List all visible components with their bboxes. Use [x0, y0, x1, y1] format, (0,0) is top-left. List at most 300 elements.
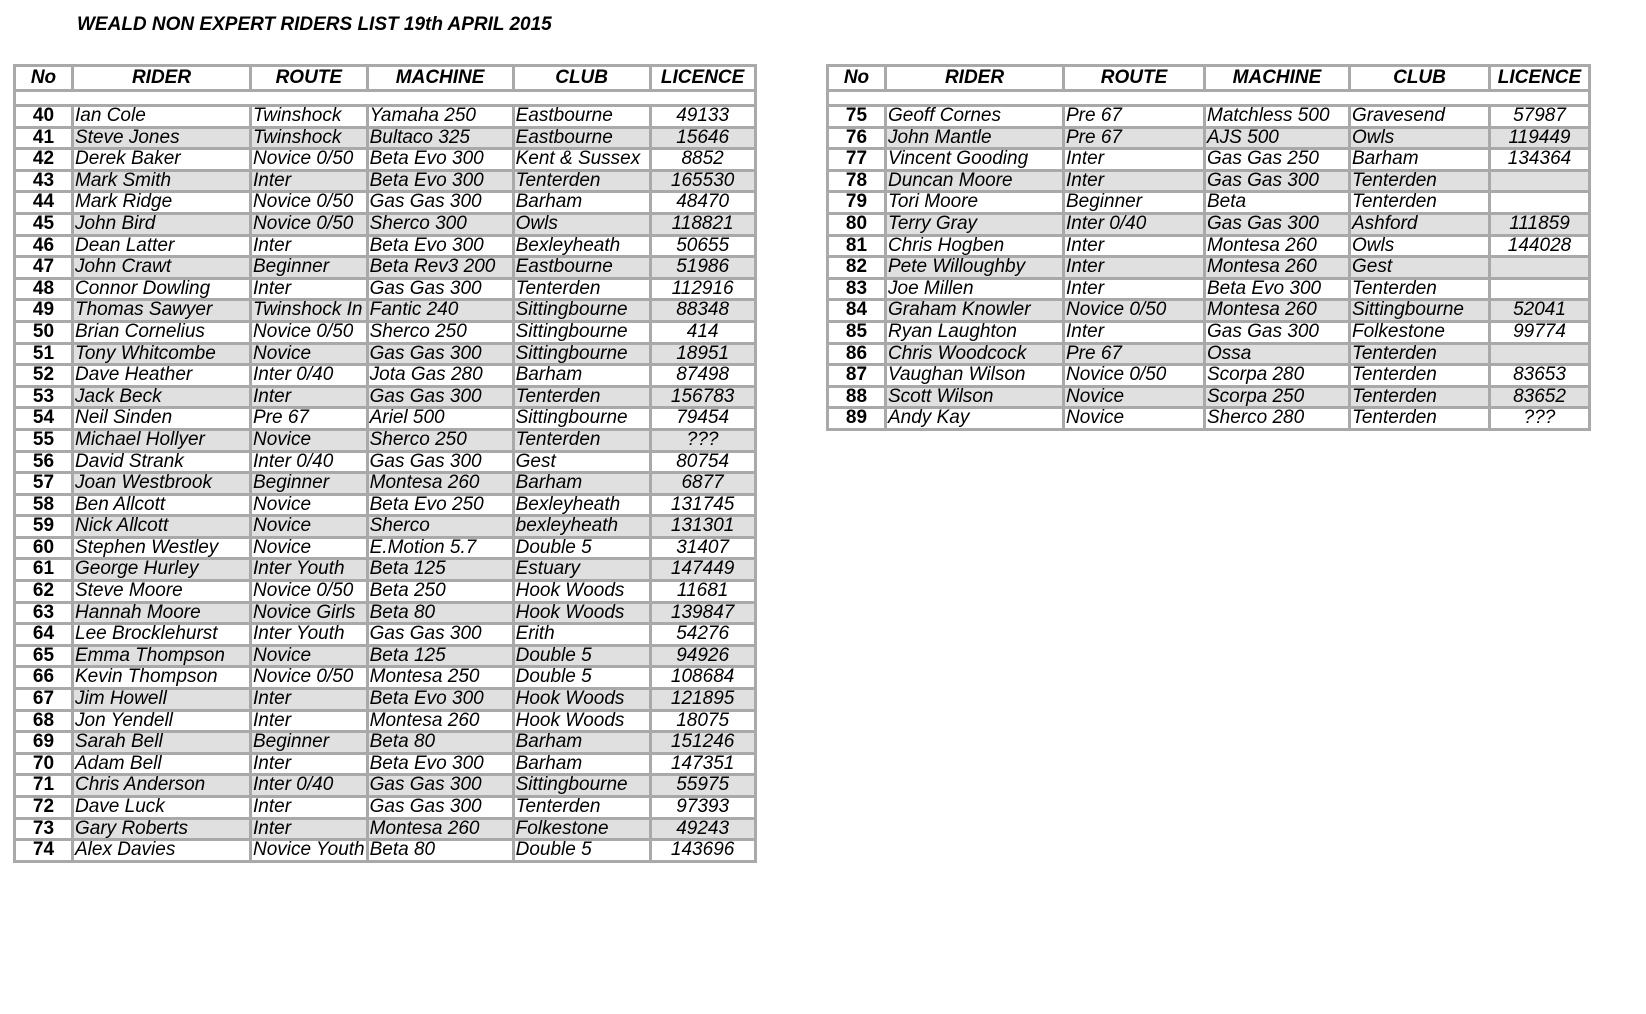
cell-club: Folkestone: [1350, 321, 1490, 343]
cell-number: 63: [15, 602, 73, 624]
cell-rider: Steve Moore: [73, 581, 251, 603]
cell-number: 64: [15, 624, 73, 646]
cell-route: Inter: [251, 710, 368, 732]
cell-licence: 49243: [650, 818, 755, 840]
cell-rider: Chris Woodcock: [886, 343, 1064, 365]
cell-club: Gest: [1350, 257, 1490, 279]
cell-number: 69: [15, 732, 73, 754]
header-no: No: [828, 66, 886, 91]
table-row: [15, 516, 756, 538]
cell-club: Hook Woods: [513, 710, 650, 732]
header-route: ROUTE: [1064, 66, 1205, 91]
cell-machine: Beta Evo 250: [367, 494, 513, 516]
cell-machine: Yamaha 250: [367, 106, 513, 128]
table-row: [828, 127, 1590, 149]
cell-route: Inter: [1064, 321, 1205, 343]
cell-licence: [1490, 192, 1590, 214]
cell-number: 81: [828, 235, 886, 257]
cell-route: Twinshock: [251, 106, 368, 128]
cell-club: Hook Woods: [513, 581, 650, 603]
cell-licence: 143696: [650, 840, 755, 862]
cell-rider: Nick Allcott: [73, 516, 251, 538]
cell-route: Novice 0/50: [251, 667, 368, 689]
table-row: [15, 645, 756, 667]
cell-number: 71: [15, 775, 73, 797]
cell-club: Barham: [513, 365, 650, 387]
table-row: [828, 170, 1590, 192]
cell-rider: Pete Willoughby: [886, 257, 1064, 279]
cell-club: Tenterden: [513, 278, 650, 300]
cell-route: Beginner: [251, 473, 368, 495]
cell-rider: Andy Kay: [886, 408, 1064, 430]
table-row: [15, 624, 756, 646]
cell-rider: Dave Heather: [73, 365, 251, 387]
cell-licence: 108684: [650, 667, 755, 689]
cell-licence: 8852: [650, 149, 755, 171]
cell-machine: Beta Evo 300: [367, 235, 513, 257]
cell-licence: [1490, 257, 1590, 279]
cell-route: Pre 67: [1064, 343, 1205, 365]
table-row: [15, 192, 756, 214]
cell-number: 88: [828, 386, 886, 408]
cell-club: Bexleyheath: [513, 235, 650, 257]
cell-number: 72: [15, 797, 73, 819]
cell-rider: Kevin Thompson: [73, 667, 251, 689]
cell-route: Inter: [251, 235, 368, 257]
cell-club: Tenterden: [1350, 365, 1490, 387]
cell-route: Novice: [251, 516, 368, 538]
cell-rider: Brian Cornelius: [73, 321, 251, 343]
cell-club: Gravesend: [1350, 106, 1490, 128]
cell-machine: Scorpa 280: [1205, 365, 1350, 387]
table-row: [828, 278, 1590, 300]
table-row: [828, 386, 1590, 408]
cell-number: 89: [828, 408, 886, 430]
riders-table-right: [826, 64, 1591, 431]
cell-number: 53: [15, 386, 73, 408]
table-row: [15, 797, 756, 819]
cell-licence: [1490, 343, 1590, 365]
cell-licence: 147351: [650, 753, 755, 775]
cell-club: Tenterden: [1350, 278, 1490, 300]
cell-number: 40: [15, 106, 73, 128]
cell-number: 75: [828, 106, 886, 128]
table-spacer: [15, 91, 756, 106]
table-row: [828, 257, 1590, 279]
cell-rider: Vaughan Wilson: [886, 365, 1064, 387]
cell-rider: Jim Howell: [73, 689, 251, 711]
cell-club: Eastbourne: [513, 257, 650, 279]
header-rider: RIDER: [73, 66, 251, 91]
cell-route: Inter: [1064, 278, 1205, 300]
cell-route: Novice Girls: [251, 602, 368, 624]
cell-club: Tenterden: [513, 386, 650, 408]
cell-route: Inter: [251, 278, 368, 300]
table-header-row: [828, 66, 1590, 91]
cell-rider: Lee Brocklehurst: [73, 624, 251, 646]
cell-machine: Montesa 260: [1205, 257, 1350, 279]
cell-route: Beginner: [1064, 192, 1205, 214]
cell-licence: 80754: [650, 451, 755, 473]
cell-licence: ???: [1490, 408, 1590, 430]
table-row: [828, 149, 1590, 171]
cell-route: Inter 0/40: [251, 451, 368, 473]
cell-licence: 83652: [1490, 386, 1590, 408]
cell-licence: 147449: [650, 559, 755, 581]
cell-route: Inter: [1064, 235, 1205, 257]
table-row: [15, 365, 756, 387]
cell-licence: 50655: [650, 235, 755, 257]
cell-licence: 6877: [650, 473, 755, 495]
cell-rider: Gary Roberts: [73, 818, 251, 840]
cell-machine: Montesa 260: [367, 473, 513, 495]
cell-machine: Gas Gas 300: [367, 797, 513, 819]
header-licence: LICENCE: [650, 66, 755, 91]
cell-licence: 15646: [650, 127, 755, 149]
cell-number: 62: [15, 581, 73, 603]
table-row: [828, 408, 1590, 430]
cell-licence: 54276: [650, 624, 755, 646]
table-row: [828, 321, 1590, 343]
cell-number: 61: [15, 559, 73, 581]
table-row: [828, 235, 1590, 257]
table-row: [828, 192, 1590, 214]
cell-licence: 18951: [650, 343, 755, 365]
cell-machine: Gas Gas 300: [367, 278, 513, 300]
header-machine: MACHINE: [1205, 66, 1350, 91]
cell-machine: Beta Evo 300: [1205, 278, 1350, 300]
cell-machine: Beta 250: [367, 581, 513, 603]
table-row: [15, 559, 756, 581]
table-row: [15, 127, 756, 149]
cell-rider: Connor Dowling: [73, 278, 251, 300]
cell-rider: John Crawt: [73, 257, 251, 279]
cell-club: Barham: [513, 753, 650, 775]
cell-route: Inter 0/40: [251, 775, 368, 797]
cell-machine: Jota Gas 280: [367, 365, 513, 387]
cell-licence: 131301: [650, 516, 755, 538]
cell-licence: 57987: [1490, 106, 1590, 128]
cell-licence: 165530: [650, 170, 755, 192]
cell-route: Inter: [251, 689, 368, 711]
cell-route: Inter: [1064, 257, 1205, 279]
cell-route: Inter Youth: [251, 624, 368, 646]
cell-route: Inter: [251, 818, 368, 840]
cell-club: Sittingbourne: [513, 321, 650, 343]
cell-route: Novice: [251, 343, 368, 365]
cell-rider: Thomas Sawyer: [73, 300, 251, 322]
cell-machine: Gas Gas 300: [367, 343, 513, 365]
table-row: [15, 689, 756, 711]
cell-route: Inter 0/40: [251, 365, 368, 387]
cell-club: Owls: [513, 213, 650, 235]
cell-machine: Gas Gas 250: [1205, 149, 1350, 171]
cell-rider: David Strank: [73, 451, 251, 473]
cell-club: Tenterden: [513, 170, 650, 192]
cell-rider: Terry Gray: [886, 213, 1064, 235]
cell-club: Eastbourne: [513, 127, 650, 149]
cell-licence: 97393: [650, 797, 755, 819]
cell-number: 65: [15, 645, 73, 667]
cell-club: Sittingbourne: [513, 775, 650, 797]
cell-club: Barham: [513, 192, 650, 214]
cell-club: Eastbourne: [513, 106, 650, 128]
cell-club: Double 5: [513, 667, 650, 689]
cell-licence: 119449: [1490, 127, 1590, 149]
cell-rider: Ryan Laughton: [886, 321, 1064, 343]
table-row: [15, 257, 756, 279]
cell-number: 67: [15, 689, 73, 711]
cell-machine: Bultaco 325: [367, 127, 513, 149]
cell-number: 84: [828, 300, 886, 322]
cell-rider: Neil Sinden: [73, 408, 251, 430]
cell-club: Ashford: [1350, 213, 1490, 235]
cell-route: Novice: [251, 537, 368, 559]
cell-machine: Ariel 500: [367, 408, 513, 430]
cell-number: 48: [15, 278, 73, 300]
table-row: [15, 473, 756, 495]
cell-club: Erith: [513, 624, 650, 646]
cell-number: 78: [828, 170, 886, 192]
cell-club: Bexleyheath: [513, 494, 650, 516]
cell-licence: 111859: [1490, 213, 1590, 235]
cell-machine: Gas Gas 300: [367, 192, 513, 214]
cell-machine: Sherco 300: [367, 213, 513, 235]
cell-rider: Steve Jones: [73, 127, 251, 149]
cell-number: 52: [15, 365, 73, 387]
cell-number: 57: [15, 473, 73, 495]
cell-machine: Gas Gas 300: [1205, 213, 1350, 235]
table-row: [828, 365, 1590, 387]
cell-club: Tenterden: [1350, 408, 1490, 430]
cell-number: 79: [828, 192, 886, 214]
table-row: [15, 775, 756, 797]
cell-route: Inter Youth: [251, 559, 368, 581]
cell-machine: AJS 500: [1205, 127, 1350, 149]
table-row: [15, 667, 756, 689]
table-row: [828, 343, 1590, 365]
cell-rider: John Bird: [73, 213, 251, 235]
cell-number: 76: [828, 127, 886, 149]
cell-club: Kent & Sussex: [513, 149, 650, 171]
cell-licence: 55975: [650, 775, 755, 797]
cell-rider: Joe Millen: [886, 278, 1064, 300]
cell-club: Gest: [513, 451, 650, 473]
table-row: [828, 300, 1590, 322]
cell-rider: Scott Wilson: [886, 386, 1064, 408]
cell-machine: Gas Gas 300: [367, 775, 513, 797]
cell-club: Double 5: [513, 645, 650, 667]
cell-machine: Montesa 260: [367, 710, 513, 732]
cell-machine: Gas Gas 300: [367, 624, 513, 646]
table-row: [15, 732, 756, 754]
cell-machine: Beta Evo 300: [367, 170, 513, 192]
cell-number: 86: [828, 343, 886, 365]
cell-route: Pre 67: [251, 408, 368, 430]
cell-machine: Gas Gas 300: [1205, 170, 1350, 192]
cell-route: Inter: [251, 753, 368, 775]
cell-club: Folkestone: [513, 818, 650, 840]
cell-club: Barham: [513, 732, 650, 754]
cell-machine: Montesa 260: [1205, 235, 1350, 257]
table-row: [15, 213, 756, 235]
cell-rider: Geoff Cornes: [886, 106, 1064, 128]
cell-licence: 79454: [650, 408, 755, 430]
header-licence: LICENCE: [1490, 66, 1590, 91]
cell-route: Beginner: [251, 257, 368, 279]
cell-route: Inter: [1064, 149, 1205, 171]
cell-number: 68: [15, 710, 73, 732]
cell-machine: Beta 80: [367, 732, 513, 754]
cell-club: Tenterden: [1350, 343, 1490, 365]
cell-route: Inter: [251, 797, 368, 819]
header-club: CLUB: [1350, 66, 1490, 91]
table-row: [15, 278, 756, 300]
cell-route: Twinshock In: [251, 300, 368, 322]
cell-machine: Beta 80: [367, 602, 513, 624]
cell-machine: Fantic 240: [367, 300, 513, 322]
cell-rider: Vincent Gooding: [886, 149, 1064, 171]
cell-route: Novice 0/50: [1064, 300, 1205, 322]
cell-number: 51: [15, 343, 73, 365]
riders-table-left: [13, 64, 757, 863]
cell-club: Double 5: [513, 840, 650, 862]
table-row: [828, 213, 1590, 235]
cell-number: 41: [15, 127, 73, 149]
cell-club: Owls: [1350, 127, 1490, 149]
table-row: [15, 321, 756, 343]
header-rider: RIDER: [886, 66, 1064, 91]
cell-licence: 31407: [650, 537, 755, 559]
cell-rider: Dave Luck: [73, 797, 251, 819]
cell-number: 66: [15, 667, 73, 689]
cell-route: Inter: [1064, 170, 1205, 192]
table-row: [828, 106, 1590, 128]
table-row: [15, 753, 756, 775]
cell-licence: 156783: [650, 386, 755, 408]
cell-number: 70: [15, 753, 73, 775]
cell-route: Novice 0/50: [251, 149, 368, 171]
cell-machine: Montesa 260: [367, 818, 513, 840]
cell-machine: Beta Evo 300: [367, 753, 513, 775]
table-row: [15, 343, 756, 365]
cell-club: Tenterden: [1350, 170, 1490, 192]
table-row: [15, 840, 756, 862]
cell-route: Novice: [1064, 408, 1205, 430]
cell-route: Novice 0/50: [251, 581, 368, 603]
cell-number: 50: [15, 321, 73, 343]
cell-club: Tenterden: [513, 797, 650, 819]
cell-club: Estuary: [513, 559, 650, 581]
cell-route: Novice 0/50: [1064, 365, 1205, 387]
cell-club: Owls: [1350, 235, 1490, 257]
cell-route: Novice 0/50: [251, 321, 368, 343]
cell-licence: 51986: [650, 257, 755, 279]
cell-licence: 121895: [650, 689, 755, 711]
cell-number: 58: [15, 494, 73, 516]
cell-number: 55: [15, 429, 73, 451]
table-row: [15, 818, 756, 840]
cell-number: 83: [828, 278, 886, 300]
cell-machine: Sherco 280: [1205, 408, 1350, 430]
cell-licence: 131745: [650, 494, 755, 516]
cell-number: 59: [15, 516, 73, 538]
cell-route: Novice 0/50: [251, 192, 368, 214]
table-row: [15, 451, 756, 473]
cell-licence: 18075: [650, 710, 755, 732]
table-row: [15, 300, 756, 322]
page-title: WEALD NON EXPERT RIDERS LIST 19th APRIL 2015: [77, 14, 552, 35]
cell-number: 80: [828, 213, 886, 235]
cell-machine: E.Motion 5.7: [367, 537, 513, 559]
table-row: [15, 537, 756, 559]
cell-number: 85: [828, 321, 886, 343]
cell-rider: Derek Baker: [73, 149, 251, 171]
header-club: CLUB: [513, 66, 650, 91]
cell-club: Sittingbourne: [513, 343, 650, 365]
cell-machine: Beta Evo 300: [367, 149, 513, 171]
cell-licence: 99774: [1490, 321, 1590, 343]
cell-number: 46: [15, 235, 73, 257]
cell-rider: Tony Whitcombe: [73, 343, 251, 365]
cell-rider: Jon Yendell: [73, 710, 251, 732]
cell-rider: Chris Anderson: [73, 775, 251, 797]
cell-machine: Beta 125: [367, 559, 513, 581]
cell-number: 43: [15, 170, 73, 192]
cell-rider: Dean Latter: [73, 235, 251, 257]
cell-route: Novice: [1064, 386, 1205, 408]
cell-rider: Graham Knowler: [886, 300, 1064, 322]
table-row: [15, 149, 756, 171]
cell-route: Novice Youth: [251, 840, 368, 862]
cell-club: Tenterden: [513, 429, 650, 451]
cell-club: Tenterden: [1350, 386, 1490, 408]
table-spacer: [828, 91, 1590, 106]
cell-number: 45: [15, 213, 73, 235]
cell-number: 60: [15, 537, 73, 559]
table-row: [15, 710, 756, 732]
cell-licence: 151246: [650, 732, 755, 754]
cell-licence: 144028: [1490, 235, 1590, 257]
cell-rider: Tori Moore: [886, 192, 1064, 214]
cell-route: Novice 0/50: [251, 213, 368, 235]
cell-rider: Sarah Bell: [73, 732, 251, 754]
cell-club: Barham: [1350, 149, 1490, 171]
cell-rider: Hannah Moore: [73, 602, 251, 624]
cell-rider: Michael Hollyer: [73, 429, 251, 451]
cell-licence: 139847: [650, 602, 755, 624]
cell-rider: Duncan Moore: [886, 170, 1064, 192]
cell-route: Novice: [251, 494, 368, 516]
cell-club: Hook Woods: [513, 602, 650, 624]
cell-machine: Scorpa 250: [1205, 386, 1350, 408]
cell-rider: Ian Cole: [73, 106, 251, 128]
cell-club: Sittingbourne: [513, 300, 650, 322]
table-header-row: [15, 66, 756, 91]
cell-licence: 112916: [650, 278, 755, 300]
cell-club: bexleyheath: [513, 516, 650, 538]
cell-club: Tenterden: [1350, 192, 1490, 214]
cell-licence: 83653: [1490, 365, 1590, 387]
cell-machine: Gas Gas 300: [367, 451, 513, 473]
cell-rider: Emma Thompson: [73, 645, 251, 667]
cell-rider: George Hurley: [73, 559, 251, 581]
cell-route: Novice: [251, 429, 368, 451]
cell-rider: John Mantle: [886, 127, 1064, 149]
table-row: [15, 170, 756, 192]
cell-number: 73: [15, 818, 73, 840]
cell-number: 44: [15, 192, 73, 214]
